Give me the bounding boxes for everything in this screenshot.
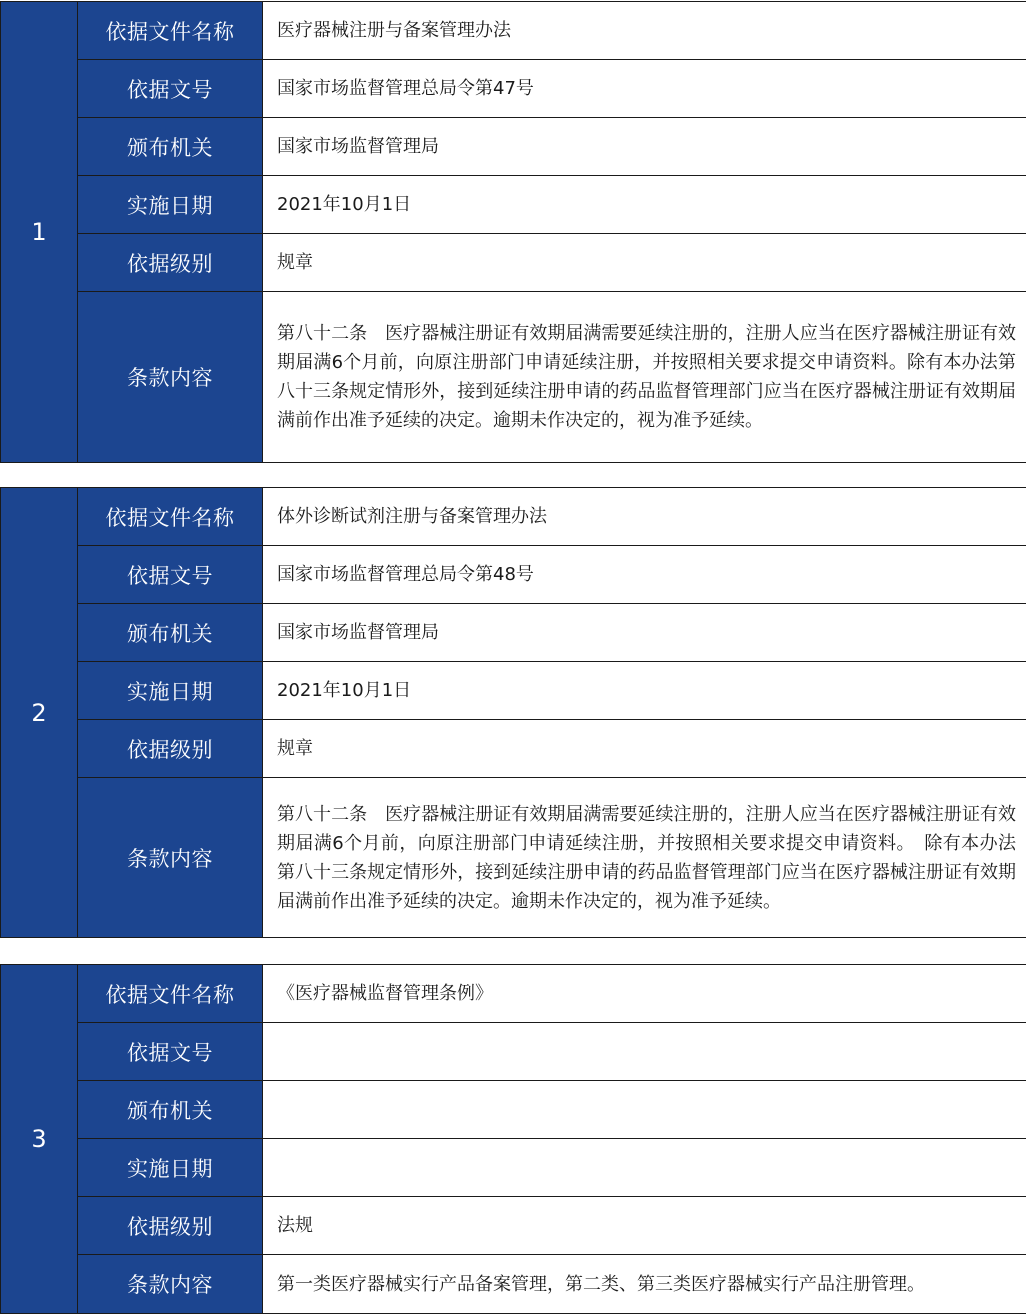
label-doc-no: 依据文号 [78,546,263,604]
value-file-name: 《医疗器械监督管理条例》 [263,965,1026,1023]
row-effective-date [1,1139,1026,1197]
label-clause: 条款内容 [78,778,263,938]
label-clause: 条款内容 [78,1255,263,1314]
value-issuer [263,1081,1026,1139]
value-clause: 第一类医疗器械实行产品备案管理，第二类、第三类医疗器械实行产品注册管理。 [263,1255,1026,1314]
value-level: 规章 [263,234,1026,292]
value-level: 规章 [263,720,1026,778]
label-file-name: 依据文件名称 [78,965,263,1023]
record-table [0,1,1026,463]
row-file-name [1,965,1026,1023]
row-clause [1,778,1026,938]
row-effective-date [1,662,1026,720]
record-number: 3 [1,965,78,1314]
row-clause [1,1255,1026,1314]
label-level: 依据级别 [78,1197,263,1255]
value-effective-date: 2021年10月1日 [263,176,1026,234]
label-file-name: 依据文件名称 [78,2,263,60]
label-effective-date: 实施日期 [78,662,263,720]
value-file-name: 体外诊断试剂注册与备案管理办法 [263,488,1026,546]
value-issuer: 国家市场监督管理局 [263,604,1026,662]
label-issuer: 颁布机关 [78,604,263,662]
label-effective-date: 实施日期 [78,176,263,234]
label-doc-no: 依据文号 [78,60,263,118]
row-issuer [1,604,1026,662]
value-effective-date [263,1139,1026,1197]
record-number: 2 [1,488,78,938]
record-number: 1 [1,2,78,463]
value-doc-no: 国家市场监督管理总局令第48号 [263,546,1026,604]
record-table [0,487,1026,938]
value-level: 法规 [263,1197,1026,1255]
value-clause: 第八十二条 医疗器械注册证有效期届满需要延续注册的，注册人应当在医疗器械注册证有效期届满6个月前，向原注册部门申请延续注册，并按照相关要求提交申请资料。 除有本办法第八十三条规定情形外，接到延续注册申请的药品监督管理部门应当在医疗器械注册证有效期届满前作出准予延续的决定。逾期未作决定的，视为准予延续。 [263,778,1026,938]
row-level [1,234,1026,292]
regulation-record-3 [0,964,1026,1313]
label-effective-date: 实施日期 [78,1139,263,1197]
label-issuer: 颁布机关 [78,1081,263,1139]
row-file-name [1,488,1026,546]
row-doc-no [1,60,1026,118]
row-clause [1,292,1026,463]
value-file-name: 医疗器械注册与备案管理办法 [263,2,1026,60]
label-level: 依据级别 [78,720,263,778]
value-doc-no: 国家市场监督管理总局令第47号 [263,60,1026,118]
regulation-record-2 [0,487,1026,937]
label-clause: 条款内容 [78,292,263,463]
label-file-name: 依据文件名称 [78,488,263,546]
row-issuer [1,1081,1026,1139]
row-file-name [1,2,1026,60]
value-issuer: 国家市场监督管理局 [263,118,1026,176]
regulation-record-1 [0,1,1026,462]
value-doc-no [263,1023,1026,1081]
row-level [1,720,1026,778]
row-issuer [1,118,1026,176]
value-clause: 第八十二条 医疗器械注册证有效期届满需要延续注册的，注册人应当在医疗器械注册证有效期届满6个月前，向原注册部门申请延续注册，并按照相关要求提交申请资料。除有本办法第八十三条规定情形外，接到延续注册申请的药品监督管理部门应当在医疗器械注册证有效期届满前作出准予延续的决定。逾期未作决定的，视为准予延续。 [263,292,1026,463]
label-level: 依据级别 [78,234,263,292]
row-effective-date [1,176,1026,234]
record-table [0,964,1026,1314]
row-doc-no [1,546,1026,604]
value-effective-date: 2021年10月1日 [263,662,1026,720]
row-level [1,1197,1026,1255]
label-doc-no: 依据文号 [78,1023,263,1081]
label-issuer: 颁布机关 [78,118,263,176]
row-doc-no [1,1023,1026,1081]
